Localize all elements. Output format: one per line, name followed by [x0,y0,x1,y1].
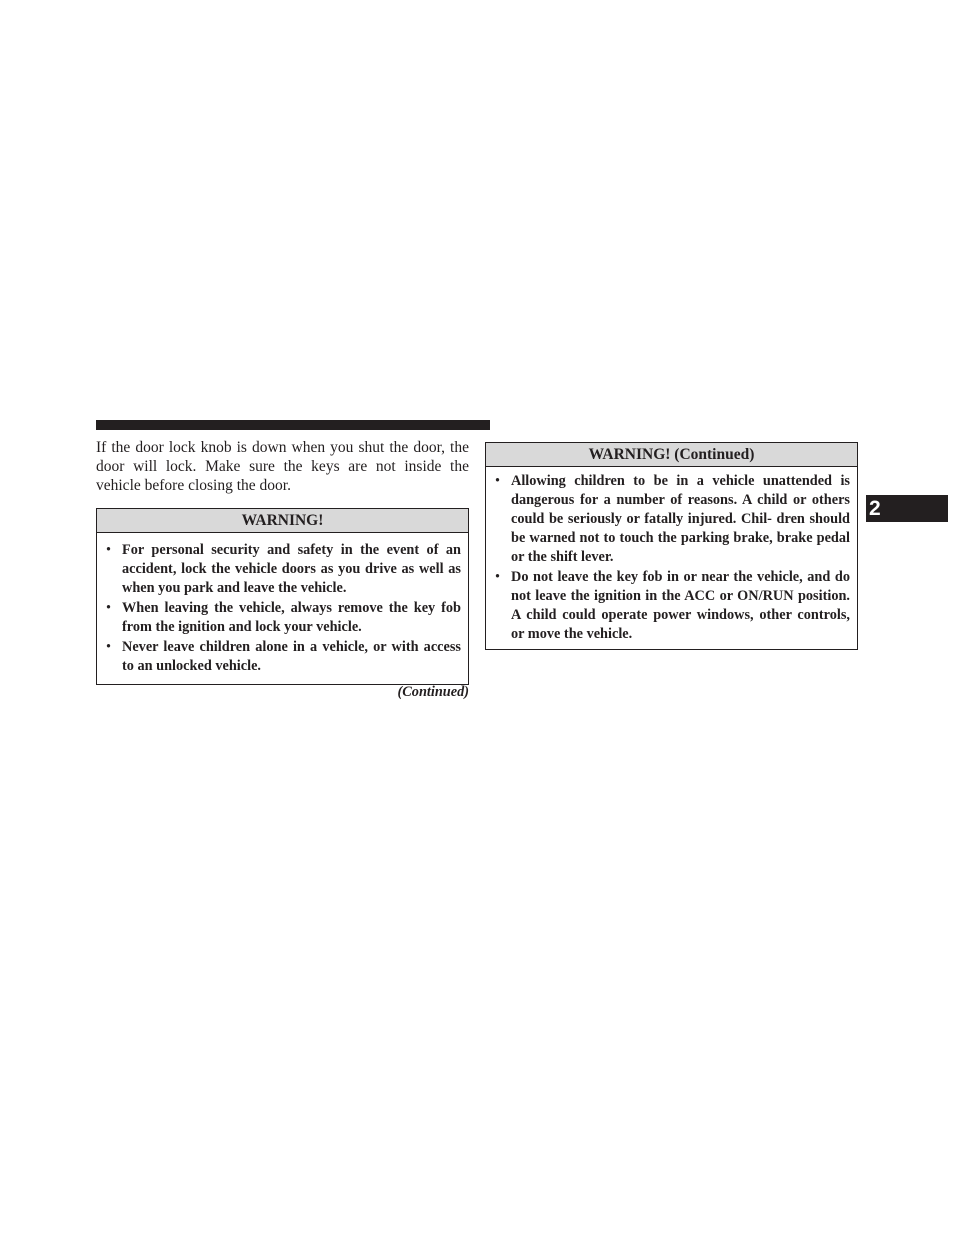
warning-item-text: Allowing children to be in a vehicle unattended is dangerous for a number of reasons. A child or others could be seriously or fatally injured. Chil- dren should be warned not to touch the parking brake, brake pedal or the shift lever. [511,473,850,565]
intro-paragraph: If the door lock knob is down when you shut the door, the door will lock. Make sure the keys are not inside the vehicle before closing the door. [96,439,469,494]
warning-item-text: When leaving the vehicle, always remove the key fob from the ignition and lock your vehicle. [122,600,461,635]
bullet-icon: • [106,542,112,558]
warning-item-text: Never leave children alone in a vehicle, or with access to an unlocked vehicle. [122,639,461,674]
chapter-tab: 2 [866,495,948,522]
warning-item [104,541,461,598]
bullet-icon: • [106,600,112,616]
continued-label: (Continued) [397,684,469,700]
warning-heading: WARNING! [97,509,468,533]
warning-item [104,599,461,637]
warning-continued-box [485,442,858,650]
section-rule [96,420,490,430]
bullet-icon: • [495,473,501,489]
warning-box [96,508,469,685]
warning-item [493,568,850,644]
bullet-icon: • [495,569,501,585]
warning-list [97,533,468,676]
warning-continued-heading: WARNING! (Continued) [486,443,857,467]
warning-item-text: For personal security and safety in the event of an accident, lock the vehicle doors as you drive as well as when you park and leave the vehicle. [122,542,461,596]
warning-item-text: Do not leave the key fob in or near the vehicle, and do not leave the ignition in the ACC or ON/RUN position. A child could operate power windows, other controls, or move the vehicle. [511,569,850,642]
warning-item [104,638,461,676]
bullet-icon: • [106,639,112,655]
warning-item [493,472,850,567]
warning-continued-list [486,467,857,644]
